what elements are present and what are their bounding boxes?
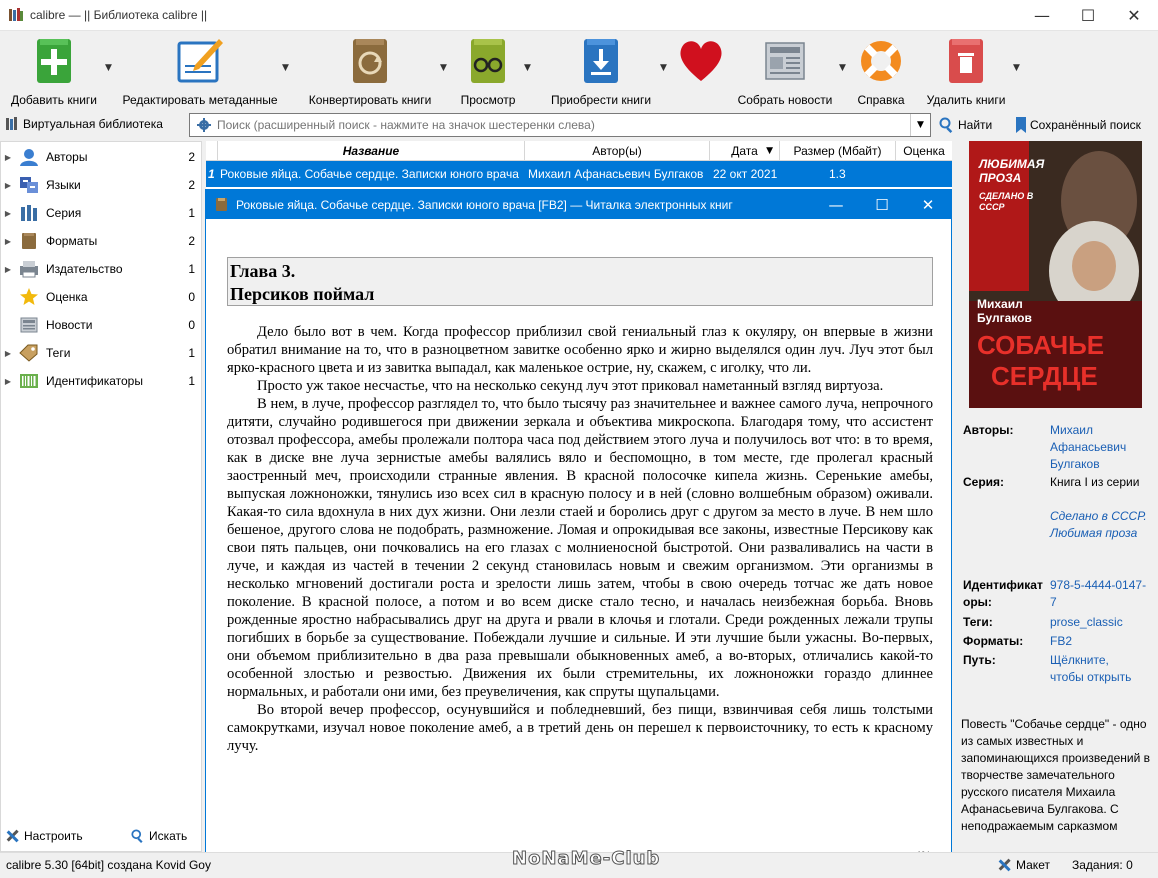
expand-arrow-icon[interactable]: ▶: [4, 152, 12, 162]
search-input[interactable]: [217, 116, 897, 134]
sort-desc-icon: ▼: [766, 145, 773, 156]
tag-browser-item-identifiers[interactable]: ▶ Идентификаторы 1: [1, 367, 201, 395]
tag-link[interactable]: prose_classic: [1050, 615, 1123, 629]
news-icon: [19, 316, 39, 334]
column-header-size[interactable]: Размер (Мбайт): [780, 141, 896, 161]
column-header-rating[interactable]: Оценка: [896, 141, 952, 161]
expand-arrow-icon[interactable]: ▶: [4, 264, 12, 274]
news-icon: [760, 35, 810, 87]
chapter-heading: Глава 3. Персиков поймал: [227, 257, 933, 306]
author-link[interactable]: Михаил Афанасьевич Булгаков: [1050, 423, 1127, 471]
tag-browser-item-publisher[interactable]: ▶ Издательство 1: [1, 255, 201, 283]
wrench-icon: [6, 829, 20, 843]
tag-browser-item-languages[interactable]: ▶ Языки 2: [1, 171, 201, 199]
chevron-down-icon: ▼: [917, 120, 924, 130]
layout-button[interactable]: Макет: [998, 858, 1050, 872]
search-box: [189, 113, 931, 137]
watermark: NoNaMe-Club: [512, 848, 661, 869]
add-books-dropdown-icon[interactable]: ▼: [105, 63, 112, 73]
saved-search-button[interactable]: Сохранённый поиск: [1016, 117, 1141, 133]
add-book-icon: [29, 35, 79, 87]
fetch-news-dropdown-icon[interactable]: ▼: [839, 63, 846, 73]
expand-arrow-icon[interactable]: ▶: [4, 236, 12, 246]
configure-button[interactable]: Настроить: [6, 829, 83, 843]
tag-browser-item-tags[interactable]: ▶ Теги 1: [1, 339, 201, 367]
calibre-logo-icon: [8, 7, 24, 23]
column-header-title[interactable]: Название: [218, 141, 525, 161]
download-book-icon: [576, 35, 626, 87]
series-icon: [19, 204, 39, 222]
paragraph: Дело было вот в чем. Когда профессор приблизил свой гениальный глаз к окуляру, он впервые в жизни обратил внимание на то, что в разноцветном завитке особенно ярко и жирно выделялся один луч. Луч этот был ярко-красного цвета и из завитка выпадал, как маленькое острие, ну, скажем, с иголку, что ли.: [227, 324, 933, 376]
tag-browser-item-rating[interactable]: Оценка 0: [1, 283, 201, 311]
search-row: [0, 110, 1158, 140]
book-text: [227, 323, 933, 755]
star-icon: [19, 288, 39, 306]
book-description: Повесть "Собачье сердце" - одно из самых известных и запоминающихся произведений в творчестве замечательного русского писателя Михаила Афанасьевича Булгакова. С неподражаемым сарказмом: [961, 717, 1150, 833]
book-list: [206, 141, 952, 189]
help-button[interactable]: Справка: [854, 31, 908, 109]
viewer-book-icon: [214, 197, 229, 212]
series-link[interactable]: Сделано в СССР. Любимая проза: [1050, 509, 1147, 540]
expand-arrow-icon[interactable]: ▶: [4, 348, 12, 358]
get-books-dropdown-icon[interactable]: ▼: [660, 63, 667, 73]
path-link[interactable]: Щёлкните, чтобы открыть: [1050, 653, 1132, 684]
ebook-viewer-window: [205, 189, 952, 869]
close-icon: ✕: [921, 195, 935, 214]
jobs-indicator[interactable]: Задания: 0: [1072, 858, 1133, 872]
book-icon: [19, 232, 39, 250]
convert-books-dropdown-icon[interactable]: ▼: [440, 63, 447, 73]
tag-icon: [19, 344, 39, 362]
header-row-number: [206, 141, 218, 161]
paragraph: В нем, в луче, профессор разглядел то, что было тысячу раз значительнее и важнее самого луча, непрочного дитяти, случайно родившегося при движении зеркала и объектива микроскопа. Благодаря тому, что ассистент отозвал профессора, амебы пролежали полтора часа под действием этого луча и получилось вот что: в то время, как в диске вне луча зернистые амебы валялись вяло и беспомощно, в том месте, где пролегал красный заостренный меч, происходили странные явления. В красной полосочке кипела жизнь. Серенькие амебы, выпуская ложноножки, тянулись изо всех сил в красную полосу и в ней (словно волшебным образом) оживали. Какая-то сила вдохнула в них дух жизни. Они лезли стаей и боролись друг с другом за место в луче. В нем шло бешеное, другого слова не подобрать, размножение. Ломая и опрокидывая все законы, известные Персикову как свои пять пальцев, они почковались на его глазах с молниеносной быстротой. Они разваливались на части в луче, и каждая из частей в течении 2 секунд становилась новым и свежим организмом. Эти организмы в несколько мгновений достигали роста и зрелости лишь затем, чтобы в свою очередь тотчас же дать новое поколение. В красной полосе, а потом и во всем диске стало тесно, и началась неизбежная борьба. Вновь рожденные яростно набрасывались друг на друга и рвали в клочья и глотали. Среди рожденных лежали трупы погибших в борьбе за существование. Побеждали лучшие и сильные. И эти лучшие были ужасны. Во-первых, они объемом приблизительно в два раза превышали обыкновенных амеб, а во-вторых, отличались какой-то особенной злостью и резвостью. Движения их были стремительны, их ложноножки гораздо длиннее нормальных, и работали они ими, без преувеличения, как спруты щупальцами.: [227, 396, 933, 700]
paragraph: Просто уж такое несчастье, что на несколько секунд луч этот приковал наметанный взгляд виртуоза.: [257, 378, 884, 394]
book-cover[interactable]: ЛЮБИМАЯ ПРОЗА СДЕЛАНО В СССР Михаил Булгаков СОБАЧЬЕ СЕРДЦЕ: [969, 141, 1142, 408]
view-book-icon: [463, 35, 513, 87]
lifebuoy-icon: [856, 35, 906, 87]
paragraph: Во второй вечер профессор, осунувшийся и побледневший, без пищи, взвинчивая себя лишь толстыми самокрутками, изучал новое поколение амеб, а в третий день он перешел к первоисточнику, то есть к красному лучу.: [227, 702, 933, 754]
bookmark-icon: [1016, 117, 1026, 133]
publisher-icon: [19, 260, 39, 278]
main-toolbar: [0, 31, 1158, 109]
add-books-button[interactable]: Добавить книги: [6, 31, 102, 109]
find-button[interactable]: Найти: [939, 117, 992, 133]
search-icon: [131, 829, 145, 843]
donate-button[interactable]: [673, 31, 729, 109]
viewer-maximize-button[interactable]: [859, 190, 905, 219]
minimize-icon: —: [1034, 6, 1050, 25]
tag-browser-item-series[interactable]: ▶ Серия 1: [1, 199, 201, 227]
wrench-icon: [998, 858, 1012, 872]
book-details-panel: [955, 141, 1158, 852]
minimize-button[interactable]: [1019, 0, 1065, 31]
close-button[interactable]: [1111, 0, 1157, 31]
expand-arrow-icon[interactable]: ▶: [4, 376, 12, 386]
gear-icon[interactable]: [197, 118, 211, 132]
isbn-link[interactable]: 978-5-4444-0147-7: [1050, 578, 1147, 609]
viewer-title-bar: Роковые яйца. Собачье сердце. Записки юного врача [FB2] — Читалка электронных книг — ☐ ✕: [206, 190, 951, 219]
language-icon: [19, 176, 39, 194]
person-icon: [19, 148, 39, 166]
tag-browser-item-formats[interactable]: ▶ Форматы 2: [1, 227, 201, 255]
viewer-minimize-button[interactable]: [813, 190, 859, 219]
barcode-icon: [19, 372, 39, 390]
search-icon: [939, 117, 955, 133]
edit-metadata-dropdown-icon[interactable]: ▼: [282, 63, 289, 73]
virtual-library-button[interactable]: Виртуальная библиотека: [6, 117, 163, 131]
tag-browser: [0, 141, 202, 852]
tag-browser-footer: [0, 826, 202, 850]
maximize-button[interactable]: [1065, 0, 1111, 31]
view-dropdown-icon[interactable]: ▼: [524, 63, 531, 73]
fetch-news-button[interactable]: Собрать новости: [735, 31, 835, 109]
book-metadata: Авторы: Михаил Афанасьевич Булгаков Серия: Книга I из серии Сделано в СССР. Любимая проза Идентификаторы: 978-5-4444-0147-7 Теги: prose_classic Форматы: FB2 Путь: Щёлкните, чтобы открыть: [963, 422, 1158, 722]
view-button[interactable]: Просмотр: [455, 31, 521, 109]
tag-browser-find-button[interactable]: Искать: [131, 829, 187, 843]
search-history-dropdown[interactable]: [910, 114, 930, 136]
library-icon: [6, 117, 18, 131]
maximize-icon: ☐: [875, 195, 889, 214]
window-title: calibre — || Библиотека calibre ||: [30, 8, 208, 22]
viewer-close-button[interactable]: [905, 190, 951, 219]
minimize-icon: —: [828, 195, 844, 214]
convert-book-icon: [345, 35, 395, 87]
close-icon: ✕: [1127, 6, 1141, 25]
column-header-date[interactable]: Дата ▼: [710, 141, 780, 161]
expand-arrow-icon[interactable]: ▶: [4, 208, 12, 218]
table-row[interactable]: 1 Роковые яйца. Собачье сердце. Записки юного врача Михаил Афанасьевич Булгаков 22 окт 2021 1.3: [206, 161, 952, 187]
heart-icon: [676, 35, 726, 87]
trash-book-icon: [941, 35, 991, 87]
edit-metadata-icon: [175, 35, 225, 87]
expand-arrow-icon[interactable]: ▶: [4, 180, 12, 190]
remove-books-dropdown-icon[interactable]: ▼: [1013, 63, 1020, 73]
remove-books-button[interactable]: Удалить книги: [922, 31, 1010, 109]
edit-metadata-button[interactable]: Редактировать метаданные: [122, 31, 278, 109]
title-bar: [0, 0, 1158, 31]
column-header-authors[interactable]: Автор(ы): [525, 141, 710, 161]
status-text: calibre 5.30 [64bit] создана Kovid Goy: [6, 858, 211, 872]
get-books-button[interactable]: Приобрести книги: [546, 31, 656, 109]
convert-books-button[interactable]: Конвертировать книги: [305, 31, 435, 109]
format-link[interactable]: FB2: [1050, 634, 1073, 648]
tag-browser-item-authors[interactable]: ▶ Авторы 2: [1, 143, 201, 171]
maximize-icon: ☐: [1080, 6, 1096, 25]
tag-browser-item-news[interactable]: Новости 0: [1, 311, 201, 339]
